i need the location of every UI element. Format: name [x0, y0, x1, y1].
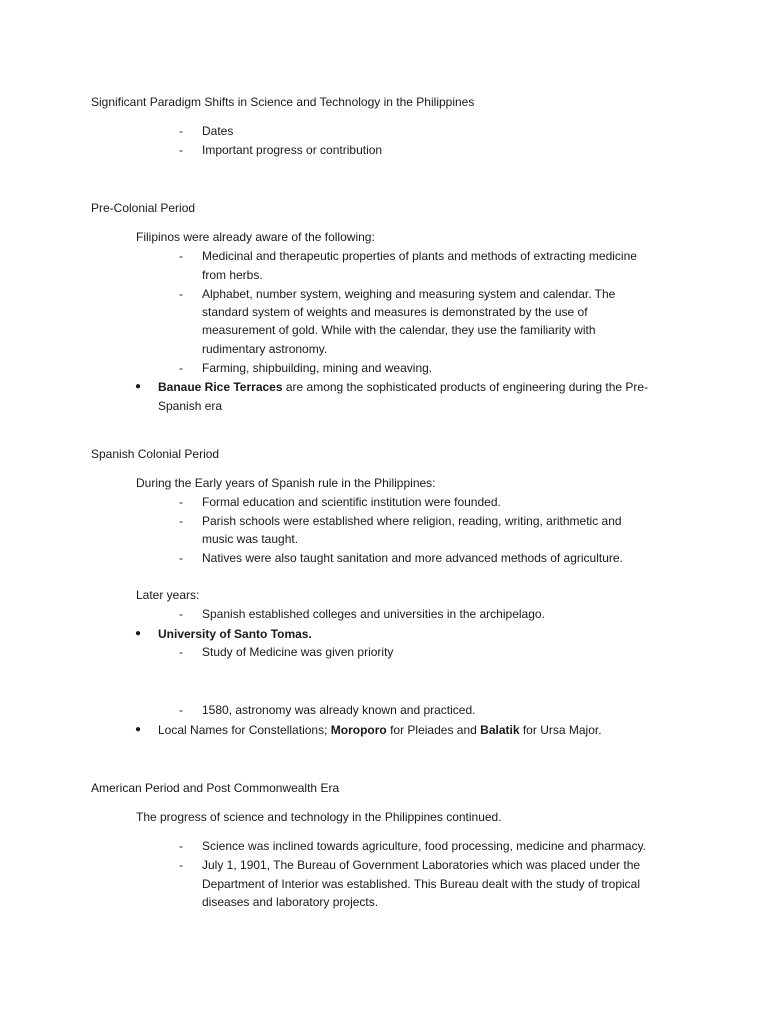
list-item-continuation: diseases and laboratory projects. [202, 895, 379, 909]
list-item-continuation: rudimentary astronomy. [202, 342, 328, 356]
dash-marker: - [179, 249, 183, 263]
section-heading-precolonial: Pre-Colonial Period [91, 201, 196, 215]
list-item-continuation: measurement of gold. While with the calendar, they use the familiarity with [202, 323, 596, 337]
dash-marker: - [179, 839, 183, 853]
section-lead: During the Early years of Spanish rule in the Philippines: [136, 476, 436, 490]
section-heading-american: American Period and Post Commonwealth Era [91, 781, 340, 795]
dash-marker: - [179, 645, 183, 659]
dash-marker: - [179, 607, 183, 621]
bullet-marker: ● [135, 381, 142, 392]
dash-marker: - [179, 858, 183, 872]
dash-marker: - [179, 703, 183, 717]
section-lead: Filipinos were already aware of the following: [136, 230, 375, 244]
document-page: Significant Paradigm Shifts in Science and Technology in the Philippines - Dates - Important progress or contribution Pre-Colonial Period Filipinos were already aware of the following: - Medicinal and therapeutic properties of plants and methods of extracting medicine from herbs. - Alphabet, number system, weighing and measuring system and calendar. The standard system of weights and measures is demonstrated by the use of measurement of gold. While with the calendar, they use the familiarity with rudimentary astronomy. - Farming, shipbuilding, mining and weaving. ● Banaue Rice Terraces are among the sophisticated products of engineering during the Pre- Spanish era Spanish Colonial Period During the Early years of Spanish rule in the Philippines: - Formal education and scientific institution were founded. - Parish schools were established where religion, reading, writing, arithmetic and music was taught. - Natives were also taught sanitation and more advanced methods of agriculture. Later years: - Spanish established colleges and universities in the archipelago. ● University of Santo Tomas. - Study of Medicine was given priority - 1580, astronomy was already known and practiced. ● Local Names for Constellations; Moroporo for Pleiades and Balatik for Ursa Major. American Period and Post Commonwealth Era The progress of science and technology in the Philippines continued. - Science was inclined towards agriculture, food processing, medicine and pharmacy. - July 1, 1901, The Bureau of Government Laboratories which was placed under the Department of Interior was established. This Bureau dealt with the study of tropical diseases and laboratory projects. [91, 95, 649, 909]
bullet-item-continuation: Spanish era [158, 399, 223, 413]
bullet-marker: ● [135, 724, 142, 735]
section-lead: The progress of science and technology in the Philippines continued. [136, 810, 502, 824]
list-item-continuation: standard system of weights and measures is demonstrated by the use of [202, 305, 588, 319]
document-title: Significant Paradigm Shifts in Science and Technology in the Philippines [91, 95, 475, 109]
list-item-continuation: Department of Interior was established. This Bureau dealt with the study of tropical [202, 877, 641, 891]
bullet-marker: ● [135, 628, 142, 639]
dash-marker: - [179, 124, 183, 138]
list-item-continuation: music was taught. [202, 532, 299, 546]
section-heading-spanish: Spanish Colonial Period [91, 447, 220, 461]
dash-marker: - [179, 361, 183, 375]
dash-marker: - [179, 143, 183, 157]
dash-marker: - [179, 551, 183, 565]
dash-marker: - [179, 514, 183, 528]
dash-marker: - [179, 495, 183, 509]
dash-marker: - [179, 287, 183, 301]
list-item-continuation: from herbs. [202, 268, 263, 282]
later-years-label: Later years: [136, 588, 200, 602]
